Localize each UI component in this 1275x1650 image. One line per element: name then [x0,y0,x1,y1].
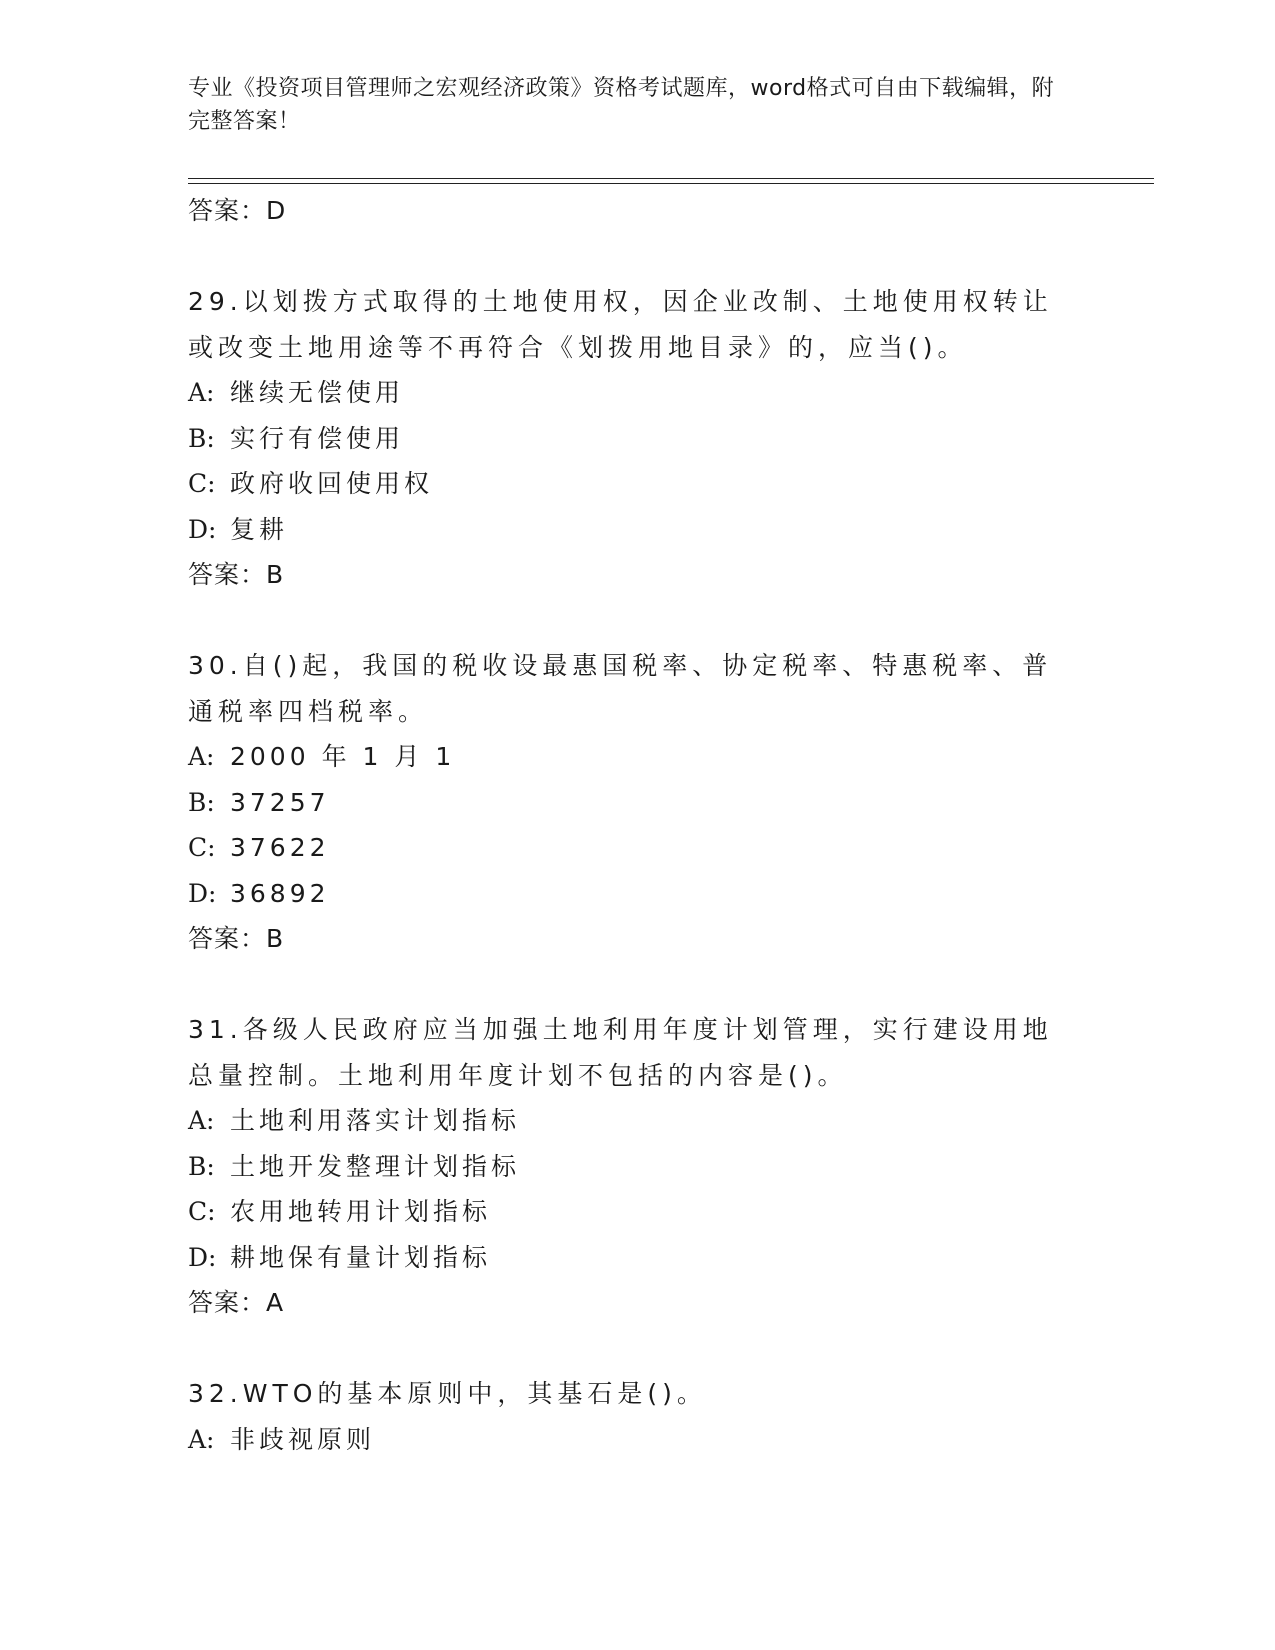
option-letter: C: [188,469,216,498]
answer: 答案：B [188,924,285,953]
question-31 [188,1007,1088,1325]
option-text: 非歧视原则 [230,1424,376,1454]
option-c [188,825,1088,871]
option-letter: A: [188,378,215,407]
option-letter: D: [188,1242,217,1272]
option-c [188,461,1088,507]
option-a [188,1417,1088,1463]
answer: 答案：A [188,1288,285,1317]
option-a [188,734,1088,780]
option-text: 37622 [230,833,330,862]
question-text: 29.以划拨方式取得的土地使用权，因企业改制、土地使用权转让或改变土地用途等不再符合《划拨用地目录》的，应当()。 [188,287,1053,362]
option-text: 36892 [230,878,330,908]
header-divider-top [188,178,1154,179]
option-text: 2000 年 1 月 1 [230,742,456,771]
answer: 答案：B [188,560,285,589]
option-a [188,1098,1088,1144]
header-divider-bottom [188,183,1154,184]
option-letter: B: [188,1151,215,1181]
option-letter: D: [188,514,217,544]
option-letter: C: [188,1197,216,1226]
option-letter: B: [188,787,215,817]
option-text: 37257 [230,787,330,817]
option-text: 复耕 [230,514,289,544]
option-letter: A: [188,1424,215,1454]
question-list [188,188,1088,1462]
option-b [188,1144,1088,1190]
question-text: 30.自()起，我国的税收设最惠国税率、协定税率、特惠税率、普通税率四档税率。 [188,651,1053,726]
option-letter: C: [188,833,216,862]
option-a [188,370,1088,416]
question-30 [188,643,1088,961]
document-header: 专业《投资项目管理师之宏观经济政策》资格考试题库，word格式可自由下载编辑，附完整答案！ [188,76,1055,134]
question-text: 32.WTO的基本原则中，其基石是()。 [188,1379,707,1408]
option-d [188,507,1088,553]
previous-answer: 答案：D [188,196,287,225]
option-d [188,871,1088,917]
option-b [188,780,1088,826]
option-text: 土地利用落实计划指标 [230,1106,521,1135]
option-text: 土地开发整理计划指标 [230,1151,521,1181]
option-d [188,1235,1088,1281]
option-letter: B: [188,423,215,453]
option-letter: A: [188,1106,215,1135]
option-text: 农用地转用计划指标 [230,1197,492,1226]
option-text: 耕地保有量计划指标 [230,1242,492,1272]
option-text: 继续无偿使用 [230,378,405,407]
option-letter: D: [188,878,217,908]
question-29 [188,279,1088,597]
option-c [188,1189,1088,1235]
option-text: 政府收回使用权 [230,469,434,498]
option-letter: A: [188,742,215,771]
question-32 [188,1371,1088,1462]
option-b [188,416,1088,462]
option-text: 实行有偿使用 [230,423,405,453]
question-text: 31.各级人民政府应当加强土地利用年度计划管理，实行建设用地总量控制。土地利用年度计划不包括的内容是()。 [188,1015,1053,1090]
